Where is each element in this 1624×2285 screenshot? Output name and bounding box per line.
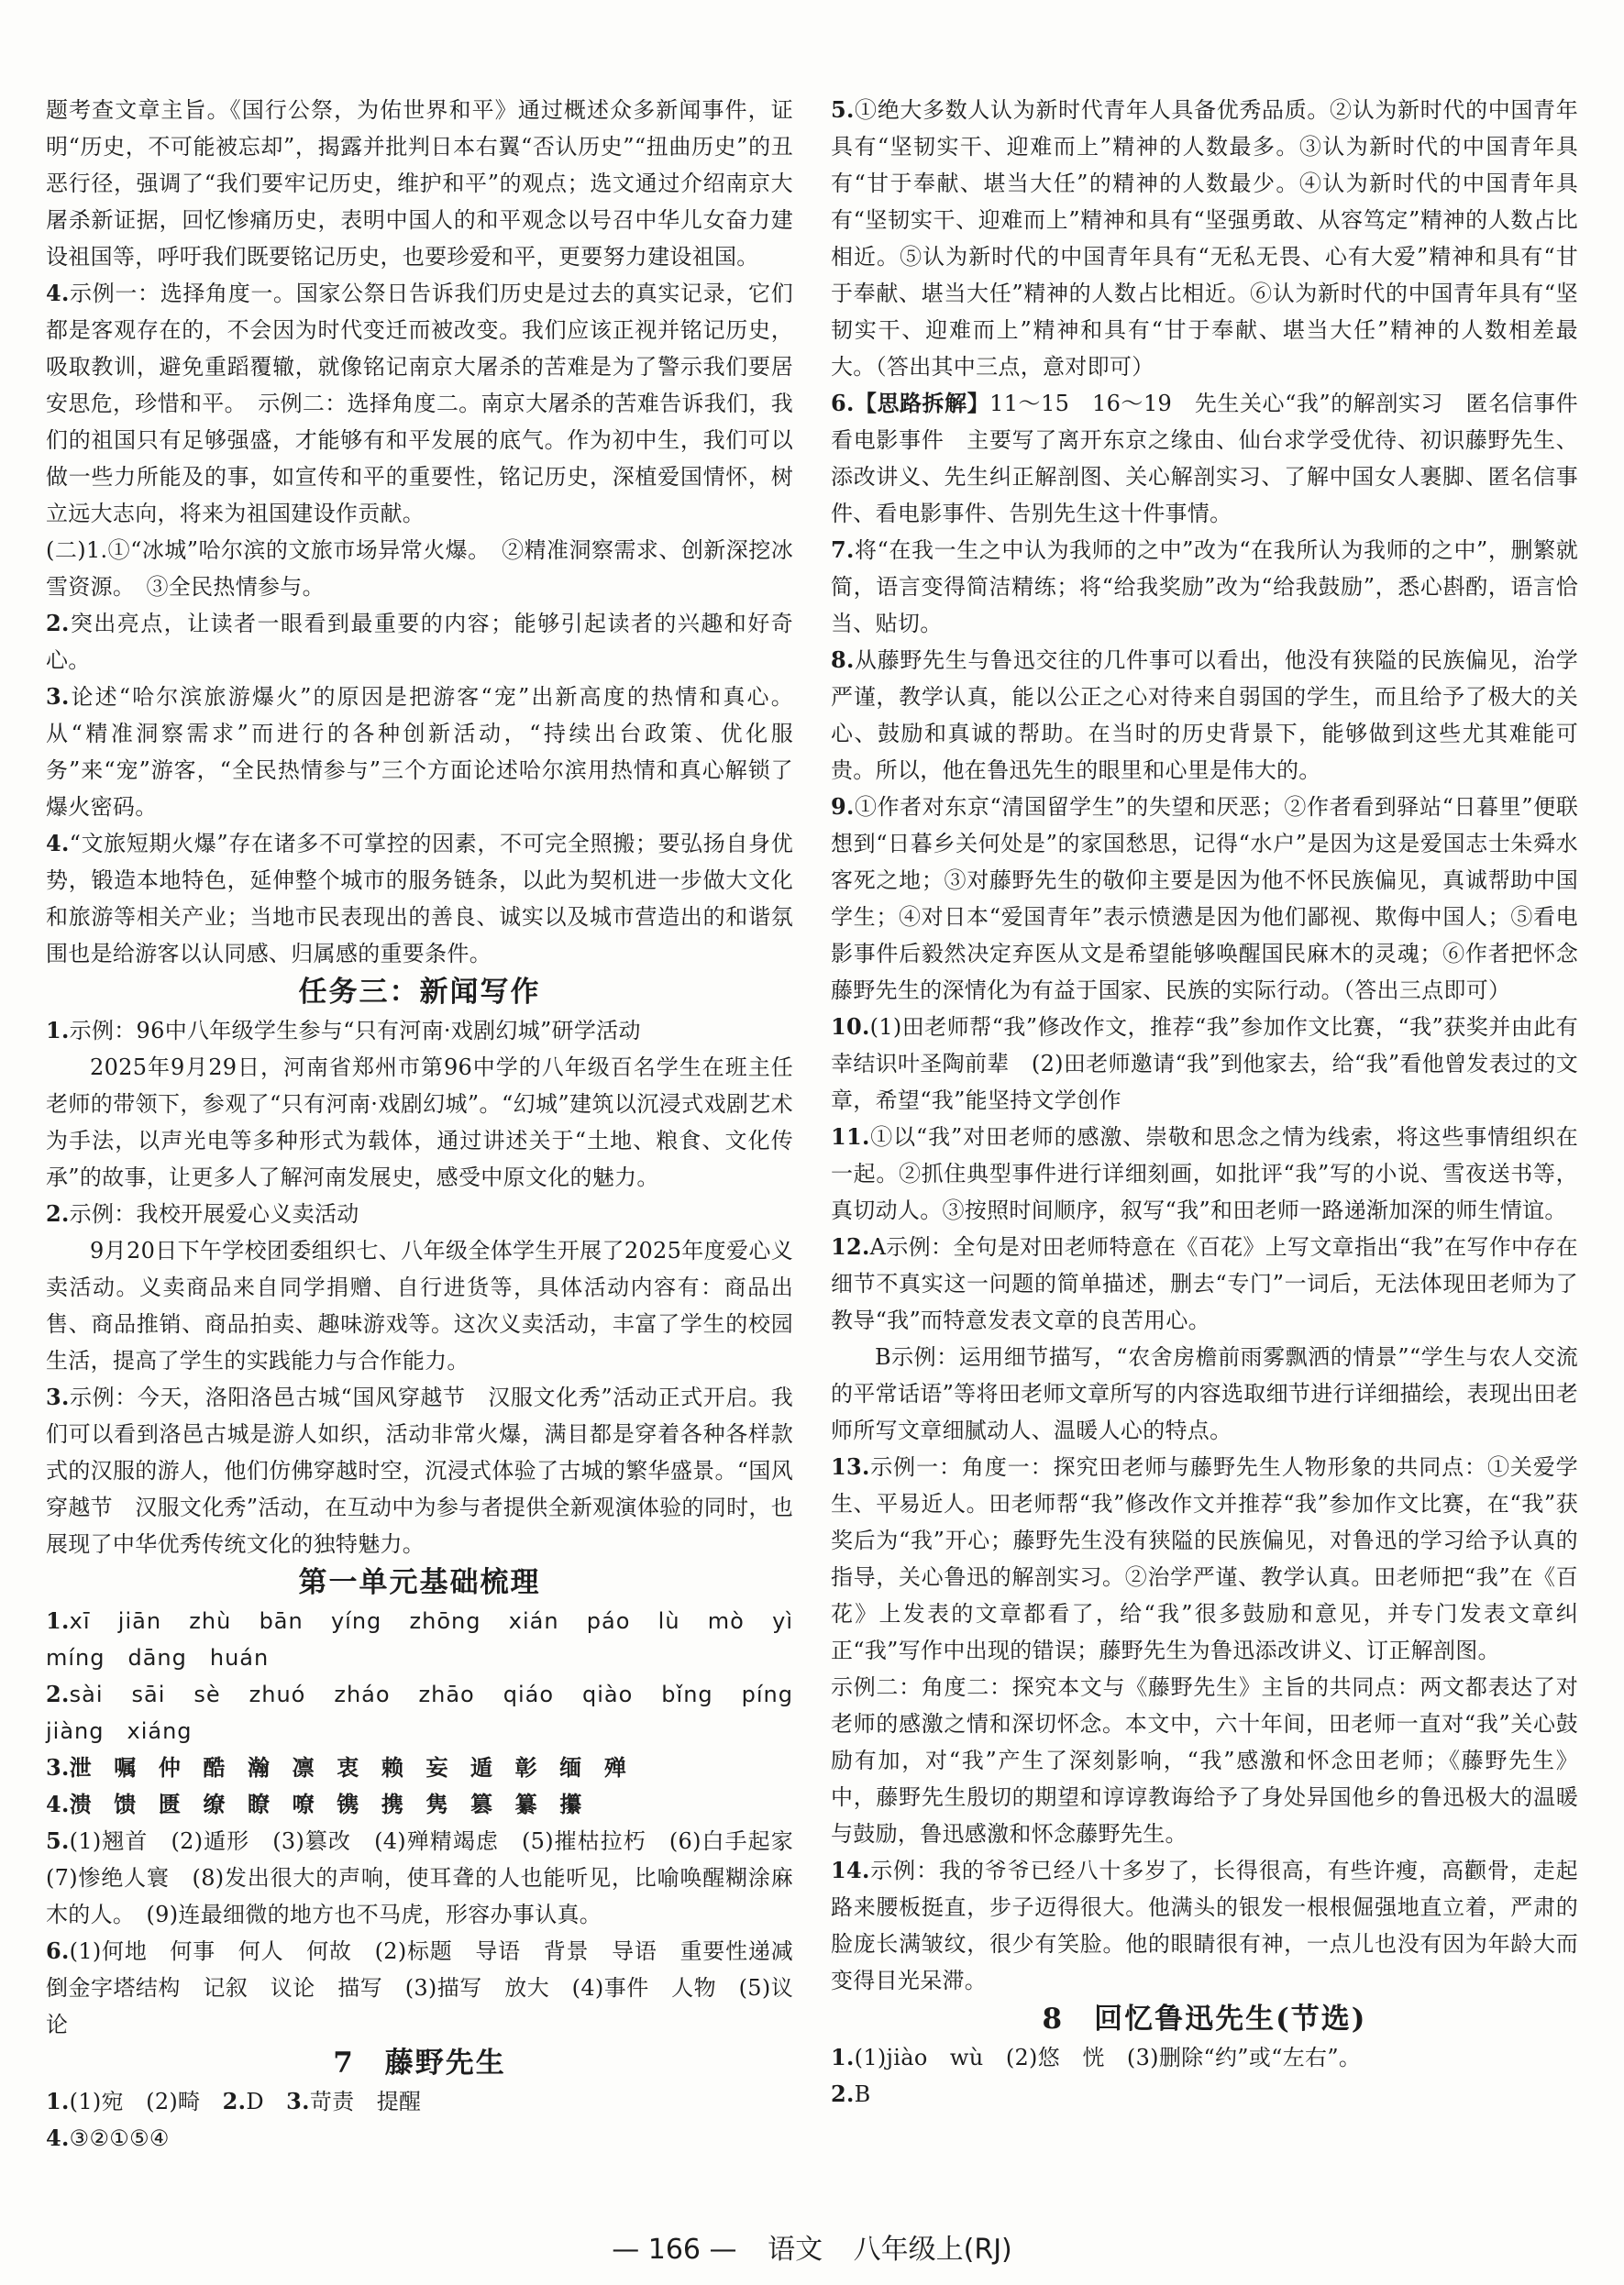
news-body: 9月20日下午学校团委组织七、八年级全体学生开展了2025年度爱心义卖活动。义卖商品来自同学捐赠、自行进货等，具体活动内容有：商品出售、商品推销、商品拍卖、趣味游戏等。这次义卖活动，丰富了学生的校园生活，提高了学生的实践能力与合作能力。 [46,1238,793,1374]
answer-text: 将“在我一生之中认为我师的之中”改为“在我所认为我师的之中”，删繁就简，语言变得简洁精练；将“给我奖励”改为“给我鼓励”，悉心斟酌，语言恰当、贴切。 [831,537,1578,636]
section-heading-task3: 任务三：新闻写作 [298,976,541,1009]
question-number: 14. [831,1857,870,1883]
character-answers: 溃 馈 匮 缭 瞭 嘹 镌 携 隽 篡 纂 攥 [69,1791,582,1817]
paragraph: 题考查文章主旨。《国行公祭，为佑世界和平》通过概述众多新闻事件，证明“历史，不可能被忘却”，揭露并批判日本右翼“否认历史”“扭曲历史”的丑恶行径，强调了“我们要牢记历史，维护和平”的观点；选文通过介绍南京大屠杀新证据，回忆惨痛历史，表明中国人的和平观念以号召中华儿女奋力建设祖国等，呼吁我们既要铭记历史，也要珍爱和平，更要努力建设祖国。 [46,97,793,270]
answer-text: ③②①⑤④ [69,2125,170,2151]
answer-text: (1)翘首 (2)遁形 (3)篡改 (4)殚精竭虑 (5)摧枯拉朽 (6)白手起家 (7)惨绝人寰 (8)发出很大的声响，使耳聋的人也能听见，比喻唤醒糊涂麻木的人。 (9)连最细微的地方也不马虎，形容办事认真。 [46,1828,816,1927]
section-heading-unit1: 第一单元基础梳理 [298,1566,541,1599]
answer-text: ①绝大多数人认为新时代青年人具备优秀品质。②认为新时代的中国青年具有“坚韧实干、迎难而上”精神的人数最多。③认为新时代的中国青年具有“甘于奉献、堪当大任”的精神的人数最少。④认为新时代的中国青年具有“坚韧实干、迎难而上”精神和具有“坚强勇敢、从容笃定”精神的人数占比相近。⑤认为新时代的中国青年具有“无私无畏、心有大爱”精神和具有“甘于奉献、堪当大任”精神的人数占比相近。⑥认为新时代的中国青年具有“坚韧实干、迎难而上”精神和具有“甘于奉献、堪当大任”精神的人数相差最大。（答出其中三点，意对即可） [831,97,1578,380]
section-heading-lesson7: 7 藤野先生 [333,2047,506,2080]
answer-text: 示例：今天，洛阳洛邑古城“国风穿越节 汉服文化秀”活动正式开启。我们可以看到洛邑古城是游人如织，活动非常火爆，满目都是穿着各种各样款式的汉服的游人，他们仿佛穿越时空，沉浸式体验了古城的繁华盛景。“国风穿越节 汉服文化秀”活动，在互动中为参与者提供全新观演体验的同时，也展现了中华优秀传统文化的独特魅力。 [46,1385,793,1557]
question-number: 2. [46,1681,70,1707]
pinyin-answers: sài sāi sè zhuó zháo zhāo qiáo qiào bǐng píng jiàng xiáng [46,1682,816,1744]
answer-text: 11～15 16～19 先生关心“我”的解剖实习 匿名信事件 看电影事件 主要写了离开东京之缘由、仙台求学受优待、初识藤野先生、添改讲义、先生纠正解剖图、关心解剖实习、了解中国女人裹脚、匿名信事件、看电影事件、告别先生这十件事情。 [831,391,1601,526]
grade-label: 八年级上(RJ) [853,2234,1012,2266]
question-number: 3. [46,1754,70,1781]
answer-text: (1)jiào wù (2)悠 恍 (3)删除“约”或“左右”。 [854,2045,1362,2070]
question-number: 3. [46,683,70,710]
question-number: 6. [831,390,855,416]
answer-text: “文旅短期火爆”存在诸多不可掌控的因素，不可完全照搬；要弘扬自身优势，锻造本地特色，延伸整个城市的服务链条，以此为契机进一步做大文化和旅游等相关产业；当地市民表现出的善良、诚实以及城市营造出的和谐氛围也是给游客以认同感、归属感的重要条件。 [46,831,793,966]
answer-text: A示例：全句是对田老师特意在《百花》上写文章指出“我”在写作中存在细节不真实这一问题的简单描述，删去“专门”一词后，无法体现田老师为了教导“我”而特意发表文章的良苦用心。 [831,1234,1578,1333]
answer-text: (1)田老师帮“我”修改作文，推荐“我”参加作文比赛，“我”获奖并由此有幸结识叶圣陶前辈 (2)田老师邀请“我”到他家去，给“我”看他曾发表过的文章，希望“我”能坚持文学创作 [831,1014,1578,1113]
question-number: 12. [831,1233,870,1260]
answer-text: 示例一：选择角度一。国家公祭日告诉我们历史是过去的真实记录，它们都是客观存在的，不会因为时代变迁而被改变。我们应该正视并铭记历史，吸取教训，避免重蹈覆辙，就像铭记南京大屠杀的苦难是为了警示我们要居安思危，珍惜和平。 示例二：选择角度二。南京大屠杀的苦难告诉我们，我们的祖国只有足够强盛，才能够有和平发展的底气。作为初中生，我们可以做一些力所能及的事，如宣传和平的重要性，铭记历史，深植爱国情怀，树立远大志向，将来为祖国建设作贡献。 [46,281,793,526]
answer-text: 从藤野先生与鲁迅交往的几件事可以看出，他没有狭隘的民族偏见，治学严谨，教学认真，能以公正之心对待来自弱国的学生，而且给予了极大的关心、鼓励和真诚的帮助。在当时的历史背景下，能够做到这些尤其难能可贵。所以，他在鲁迅先生的眼里和心里是伟大的。 [831,647,1578,783]
answer-text: 示例一：角度一：探究田老师与藤野先生人物形象的共同点：①关爱学生、平易近人。田老师帮“我”修改作文并推荐“我”参加作文比赛，在“我”获奖后为“我”开心；藤野先生没有狭隘的民族偏见，对鲁迅的学习给予认真的指导，关心鲁迅的解剖实习。②治学严谨、教学认真。田老师把“我”在《百花》上发表的文章都看了，给“我”很多鼓励和意见，并专门发表文章纠正“我”写作中出现的错误；藤野先生为鲁迅添改讲义、订正解剖图。 [831,1454,1578,1663]
question-number: 9. [831,793,855,820]
question-number: 10. [831,1013,870,1040]
question-number: 8. [831,646,855,673]
page-number: — 166 — [612,2234,737,2266]
question-number: 11. [831,1123,870,1150]
question-number: 2. [831,2081,855,2107]
answer-text: 论述“哈尔滨旅游爆火”的原因是把游客“宠”出新高度的热情和真心。从“精准洞察需求”而进行的各种创新活动，“持续出台政策、优化服务”来“宠”游客，“全民热情参与”三个方面论述哈尔滨用热情和真心解锁了爆火密码。 [46,684,793,820]
subject-label: 语文 [768,2234,823,2266]
news-title: 示例：我校开展爱心义卖活动 [69,1201,359,1227]
question-number: 7. [831,536,855,563]
pinyin-answers: xī jiān zhù bān yíng zhōng xián páo lù mò yì míng dāng huán [46,1608,816,1671]
news-title: 示例：96中八年级学生参与“只有河南·戏剧幻城”研学活动 [69,1018,641,1043]
answer-text: (1)何地 何事 何人 何故 (2)标题 导语 背景 导语 重要性递减 倒金字塔结构 记叙 议论 描写 (3)描写 放大 (4)事件 人物 (5)议论 [46,1938,816,2037]
approach-label: 【思路拆解】 [854,390,990,416]
question-number: 3. [46,1384,70,1410]
answer-text: ①以“我”对田老师的感激、崇敬和思念之情为线索，将这些事情组织在一起。②抓住典型事件进行详细刻画，如批评“我”写的小说、雪夜送书等，真切动人。③按照时间顺序，叙写“我”和田老师一路递渐加深的师生情谊。 [831,1124,1578,1223]
answer-text: B [854,2081,871,2107]
answer-text: 突出亮点，让读者一眼看到最重要的内容；能够引起读者的兴趣和好奇心。 [46,611,793,673]
question-number: 4. [46,280,70,306]
question-number: 5. [46,1827,70,1854]
character-answers: 泄 嘱 仲 酷 瀚 凛 衷 赖 妄 遁 彰 缅 殚 [69,1754,627,1781]
question-number: 4. [46,1791,70,1817]
section-heading-lesson8: 8 回忆鲁迅先生(节选) [1042,2003,1367,2036]
news-body: 2025年9月29日，河南省郑州市第96中学的八年级百名学生在班主任老师的带领下，参观了“只有河南·戏剧幻城”。“幻城”建筑以沉浸式戏剧艺术为手法，以声光电等多种形式为载体，通过讲述关于“土地、粮食、文化传承”的故事，让更多人了解河南发展史，感受中原文化的魅力。 [46,1054,793,1190]
question-number: 5. [831,96,855,123]
answer-text: 示例：我的爷爷已经八十多岁了，长得很高，有些许瘦，高颧骨，走起路来腰板挺直，步子迈得很大。他满头的银发一根根倔强地直立着，严肃的脸庞长满皱纹，很少有笑脸。他的眼睛很有神，一点儿也没有因为年龄大而变得目光呆滞。 [831,1858,1578,1993]
question-number: 1. [831,2044,855,2070]
question-number: 2. [46,610,70,636]
question-number: 6. [46,1937,70,1964]
answer-text: D [246,2089,287,2114]
question-number: 3. [286,2088,310,2114]
answer-text: 苛责 提醒 [309,2089,422,2114]
question-number: 1. [46,1017,70,1043]
question-number: 2. [46,1200,70,1227]
question-number: 13. [831,1453,870,1480]
answer-text: B示例：运用细节描写，“农舍房檐前雨雾飘洒的情景”“学生与农人交流的平常话语”等将田老师文章所写的内容选取细节进行详细描绘，表现出田老师所写文章细腻动人、温暖人心的特点。 [831,1344,1578,1443]
answer-text: (二)1.①“冰城”哈尔滨的文旅市场异常火爆。 ②精准洞察需求、创新深挖冰雪资源。 ③全民热情参与。 [46,537,793,600]
question-number: 4. [46,2125,70,2151]
question-number: 1. [46,2088,70,2114]
answer-text: (1)宛 (2)畸 [69,2089,223,2114]
right-column [831,92,1601,2113]
page-footer [0,2226,1624,2267]
answer-text: 示例二：角度二：探究本文与《藤野先生》主旨的共同点：两文都表达了对老师的感激之情和深切怀念。本文中，六十年间，田老师一直对“我”关心鼓励有加，对“我”产生了深刻影响，“我”感激和怀念田老师；《藤野先生》中，藤野先生殷切的期望和谆谆教诲给予了身处异国他乡的鲁迅极大的温暖与鼓励，鲁迅感激和怀念藤野先生。 [831,1674,1578,1847]
question-number: 1. [46,1607,70,1634]
left-column [46,92,816,2157]
question-number: 2. [222,2088,247,2114]
question-number: 4. [46,830,70,856]
answer-text: ①作者对东京“清国留学生”的失望和厌恶；②作者看到驿站“日暮里”便联想到“日暮乡关何处是”的家国愁思，记得“水户”是因为这是爱国志士朱舜水客死之地；③对藤野先生的敬仰主要是因为他不怀民族偏见，真诚帮助中国学生；④对日本“爱国青年”表示愤懑是因为他们鄙视、欺侮中国人；⑤看电影事件后毅然决定弃医从文是希望能够唤醒国民麻木的灵魂；⑥作者把怀念藤野先生的深情化为有益于国家、民族的实际行动。（答出三点即可） [831,794,1578,1003]
